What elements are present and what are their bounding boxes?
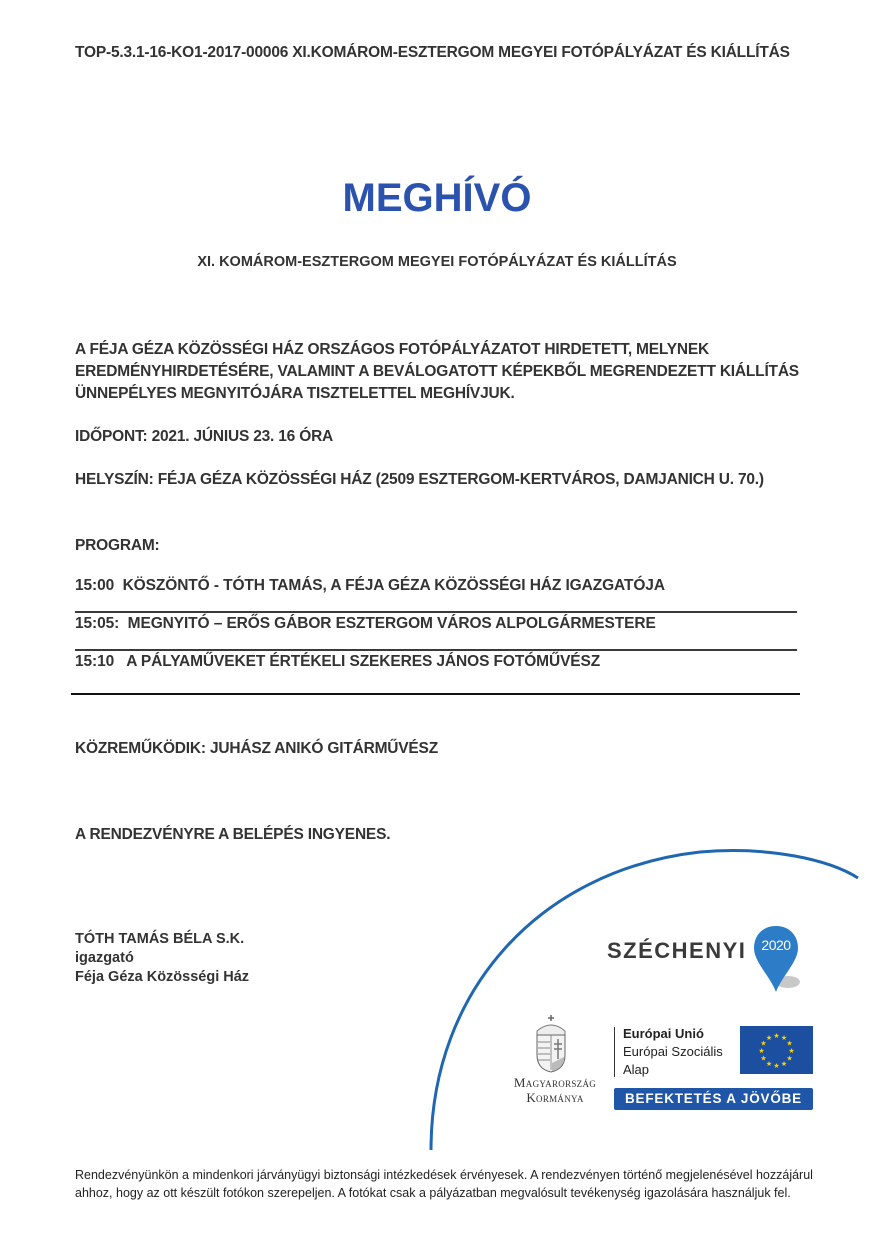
program-item-text: A PÁLYAMŰVEKET ÉRTÉKELI SZEKERES JÁNOS FOTÓMŰVÉSZ <box>126 653 601 670</box>
szechenyi-logo-text: SZÉCHENYI <box>607 938 747 963</box>
program-item-time: 15:00 <box>75 577 115 594</box>
program-item-text: MEGNYITÓ – ERŐS GÁBOR ESZTERGOM VÁROS ALPOLGÁRMESTERE <box>127 615 656 632</box>
befektetes-banner: BEFEKTETÉS A JÖVŐBE <box>614 1088 813 1110</box>
signature-name: TÓTH TAMÁS BÉLA S.K. <box>75 931 245 947</box>
footer-disclaimer: Rendezvényünkön a mindenkori járványügyi biztonsági intézkedések érvényesek. A rendezvényen történő megjelenésével hozzájárul ahhoz, hogy az ott készült fotókon szerepeljen. A fotókat csak a pályázatban megvalósult tevékenység igazolására használjuk fel. <box>75 1168 813 1200</box>
svg-text:★: ★ <box>760 1039 767 1048</box>
svg-text:★: ★ <box>765 1034 773 1042</box>
free-entry-note: A RENDEZVÉNYRE A BELÉPÉS INGYENES. <box>75 826 391 843</box>
program-heading: PROGRAM: <box>75 537 160 554</box>
program-item-time: 15:05: <box>75 615 120 632</box>
program-item-time: 15:10 <box>75 653 115 670</box>
signature-role: igazgató <box>75 950 134 966</box>
svg-text:★: ★ <box>786 1039 793 1048</box>
svg-text:★: ★ <box>788 1047 795 1055</box>
svg-text:★: ★ <box>780 1060 788 1068</box>
svg-text:★: ★ <box>765 1060 773 1068</box>
szechenyi-pin-icon <box>752 924 808 996</box>
signature-org: Féja Géza Közösségi Ház <box>75 969 250 985</box>
program-item-text: KÖSZÖNTŐ - TÓTH TAMÁS, A FÉJA GÉZA KÖZÖSSÉGI HÁZ IGAZGATÓJA <box>122 577 665 594</box>
svg-text:★: ★ <box>773 1032 780 1040</box>
svg-text:★: ★ <box>786 1054 793 1063</box>
event-time: IDŐPONT: 2021. JÚNIUS 23. 16 ÓRA <box>75 428 334 445</box>
intro-paragraph: A FÉJA GÉZA KÖZÖSSÉGI HÁZ ORSZÁGOS FOTÓPÁLYÁZATOT HIRDETETT, MELYNEK EREDMÉNYHIRDETÉSÉRE, VALAMINT A BEVÁLOGATOTT KÉPEKBŐL MEGRENDEZETT KIÁLLÍTÁS ÜNNEPÉLYES MEGNYITÓJÁRA TISZTELETTEL MEGHÍVJUK. <box>75 341 799 402</box>
page-title: MEGHÍVÓ <box>342 176 532 220</box>
project-header: TOP-5.3.1-16-KO1-2017-00006 XI.KOMÁROM-ESZTERGOM MEGYEI FOTÓPÁLYÁZAT ÉS KIÁLLÍTÁS <box>75 44 790 61</box>
hungarian-government-label: Magyarország Kormánya <box>513 1075 597 1105</box>
svg-text:★: ★ <box>780 1034 788 1042</box>
event-location: HELYSZÍN: FÉJA GÉZA KÖZÖSSÉGI HÁZ (2509 ESZTERGOM-KERTVÁROS, DAMJANICH U. 70.) <box>75 471 764 488</box>
performer-line: KÖZREMŰKÖDIK: JUHÁSZ ANIKÓ GITÁRMŰVÉSZ <box>75 740 438 757</box>
coat-of-arms-icon <box>533 1015 569 1073</box>
eu-flag-icon <box>740 1026 813 1074</box>
svg-text:★: ★ <box>758 1047 765 1055</box>
svg-text:★: ★ <box>760 1054 767 1063</box>
eu-fund-label: Európai Unió Európai Szociális Alap <box>623 1026 723 1077</box>
eu-divider <box>614 1027 615 1077</box>
szechenyi-year: 2020 <box>761 937 791 953</box>
page-subtitle: XI. KOMÁROM-ESZTERGOM MEGYEI FOTÓPÁLYÁZAT ÉS KIÁLLÍTÁS <box>197 254 677 270</box>
svg-text:★: ★ <box>773 1062 780 1070</box>
